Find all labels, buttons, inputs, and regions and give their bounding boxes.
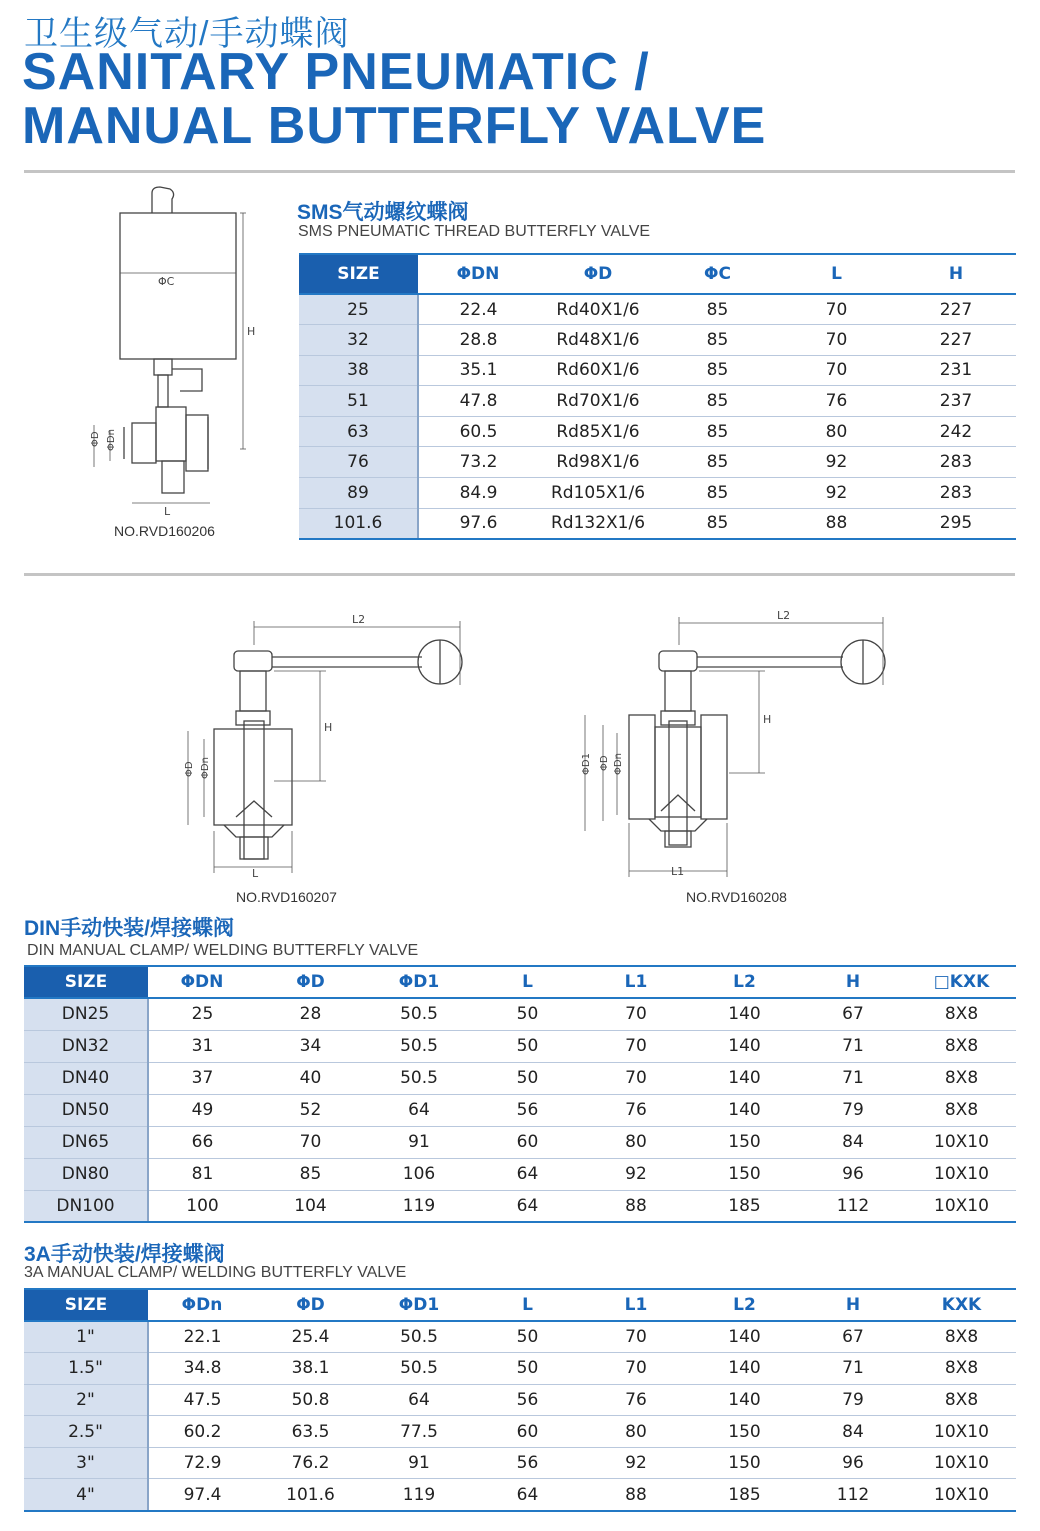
table-cell: 28 (256, 998, 365, 1030)
table-row (24, 1062, 1016, 1094)
table-cell: 112 (799, 1190, 907, 1222)
table-cell: 8X8 (907, 1384, 1016, 1416)
size-cell: DN50 (24, 1094, 148, 1126)
table-cell: 8X8 (907, 1321, 1016, 1353)
table-row (24, 1479, 1016, 1511)
table-cell: Rd60X1/6 (538, 355, 658, 386)
table-cell: 85 (658, 478, 777, 509)
table-cell: 56 (473, 1094, 582, 1126)
column-header: ΦC (658, 254, 777, 294)
table-row (299, 355, 1016, 386)
divider-middle (24, 573, 1015, 576)
3a-title-cn: 3A手动快装/焊接蝶阀 (24, 1243, 225, 1266)
table-cell: 227 (896, 294, 1016, 325)
table-cell: 84.9 (418, 478, 538, 509)
table-cell: Rd98X1/6 (538, 447, 658, 478)
din-label-d: ΦD (184, 761, 195, 777)
table-cell: 50.8 (256, 1384, 365, 1416)
size-cell: 4" (24, 1479, 148, 1511)
table-cell: 60.5 (418, 416, 538, 447)
table-cell: 70 (582, 1321, 690, 1353)
table-cell: 56 (473, 1384, 582, 1416)
din-label-l2: L2 (352, 613, 366, 626)
table-cell: 88 (582, 1190, 690, 1222)
table-cell: 70 (582, 1030, 690, 1062)
din-label-h: H (324, 721, 333, 734)
column-header: SIZE (24, 966, 148, 998)
table-cell: 150 (690, 1158, 799, 1190)
table-cell: 72.9 (148, 1447, 256, 1479)
table-cell: 10X10 (907, 1416, 1016, 1448)
table-cell: 47.8 (418, 386, 538, 417)
table-row (24, 998, 1016, 1030)
table-row (299, 447, 1016, 478)
column-header: KXK (907, 1289, 1016, 1321)
table-cell: Rd48X1/6 (538, 325, 658, 356)
table-cell: 101.6 (256, 1479, 365, 1511)
column-header: ΦDN (418, 254, 538, 294)
table-row (24, 1447, 1016, 1479)
table-header-row (24, 966, 1016, 998)
table-cell: 63.5 (256, 1416, 365, 1448)
table-cell: 79 (799, 1384, 907, 1416)
table-cell: 150 (690, 1126, 799, 1158)
table-cell: 84 (799, 1126, 907, 1158)
table-cell: 70 (582, 1062, 690, 1094)
table-cell: 84 (799, 1416, 907, 1448)
size-cell: 2.5" (24, 1416, 148, 1448)
size-cell: 3" (24, 1447, 148, 1479)
table-cell: 185 (690, 1479, 799, 1511)
table-row (299, 508, 1016, 539)
table-cell: 77.5 (365, 1416, 473, 1448)
table-cell: 8X8 (907, 1094, 1016, 1126)
table-cell: 70 (582, 998, 690, 1030)
column-header: SIZE (24, 1289, 148, 1321)
table-cell: 85 (658, 416, 777, 447)
3a-title-en: 3A MANUAL CLAMP/ WELDING BUTTERFLY VALVE (24, 1264, 407, 1281)
column-header: ΦDN (148, 966, 256, 998)
table-cell: 50 (473, 1030, 582, 1062)
table-row (24, 1030, 1016, 1062)
table-cell: 50 (473, 1321, 582, 1353)
table-cell: 37 (148, 1062, 256, 1094)
sms-valve-drawing (80, 185, 280, 525)
column-header: ΦD (256, 1289, 365, 1321)
table-row (24, 1353, 1016, 1385)
table-cell: 8X8 (907, 1062, 1016, 1094)
3a-drawing-number: NO.RVD160208 (686, 889, 787, 905)
3a-label-d: ΦD (599, 755, 610, 771)
table-cell: 38.1 (256, 1353, 365, 1385)
table-cell: 283 (896, 447, 1016, 478)
table-cell: 50.5 (365, 1321, 473, 1353)
size-cell: DN100 (24, 1190, 148, 1222)
table-cell: 28.8 (418, 325, 538, 356)
3a-label-l1: L1 (671, 865, 685, 878)
table-cell: 22.1 (148, 1321, 256, 1353)
table-cell: Rd105X1/6 (538, 478, 658, 509)
table-cell: Rd70X1/6 (538, 386, 658, 417)
table-cell: 50 (473, 998, 582, 1030)
sms-label-dn: ΦDn (106, 429, 117, 451)
table-cell: 76.2 (256, 1447, 365, 1479)
3a-label-l2: L2 (777, 609, 791, 622)
size-cell: 32 (299, 325, 418, 356)
table-cell: 25 (148, 998, 256, 1030)
table-cell: 140 (690, 1062, 799, 1094)
sms-label-c: ΦC (158, 275, 175, 288)
column-header: H (799, 966, 907, 998)
table-cell: 76 (777, 386, 896, 417)
column-header: L (777, 254, 896, 294)
table-cell: 66 (148, 1126, 256, 1158)
table-row (24, 1158, 1016, 1190)
sms-spec-table (299, 253, 1016, 540)
sms-label-l: L (164, 505, 171, 518)
table-cell: 79 (799, 1094, 907, 1126)
column-header: ΦDn (148, 1289, 256, 1321)
column-header: H (896, 254, 1016, 294)
table-cell: 119 (365, 1190, 473, 1222)
table-cell: 97.4 (148, 1479, 256, 1511)
table-cell: 80 (582, 1416, 690, 1448)
din-title-en: DIN MANUAL CLAMP/ WELDING BUTTERFLY VALVE (27, 942, 419, 959)
table-cell: 231 (896, 355, 1016, 386)
table-cell: 80 (777, 416, 896, 447)
table-cell: 71 (799, 1062, 907, 1094)
table-cell: 119 (365, 1479, 473, 1511)
table-cell: 8X8 (907, 1353, 1016, 1385)
size-cell: 38 (299, 355, 418, 386)
column-header: L1 (582, 966, 690, 998)
table-cell: 71 (799, 1030, 907, 1062)
table-row (299, 325, 1016, 356)
column-header: L (473, 1289, 582, 1321)
size-cell: 51 (299, 386, 418, 417)
table-cell: 70 (777, 325, 896, 356)
column-header: □KXK (907, 966, 1016, 998)
din-drawing-number: NO.RVD160207 (236, 889, 337, 905)
table-row (24, 1416, 1016, 1448)
divider-top (24, 170, 1015, 173)
table-cell: 140 (690, 1094, 799, 1126)
table-cell: 91 (365, 1126, 473, 1158)
size-cell: 1.5" (24, 1353, 148, 1385)
table-cell: 56 (473, 1447, 582, 1479)
table-row (299, 478, 1016, 509)
table-cell: 283 (896, 478, 1016, 509)
table-cell: 96 (799, 1447, 907, 1479)
table-cell: 10X10 (907, 1126, 1016, 1158)
table-cell: 67 (799, 1321, 907, 1353)
table-cell: 22.4 (418, 294, 538, 325)
table-cell: 140 (690, 1030, 799, 1062)
column-header: SIZE (299, 254, 418, 294)
table-cell: 64 (365, 1094, 473, 1126)
table-cell: 73.2 (418, 447, 538, 478)
table-cell: 34 (256, 1030, 365, 1062)
sms-title-cn: SMS气动螺纹蝶阀 (297, 201, 469, 224)
size-cell: 101.6 (299, 508, 418, 539)
table-cell: 227 (896, 325, 1016, 356)
table-cell: 70 (256, 1126, 365, 1158)
table-cell: 50.5 (365, 1030, 473, 1062)
table-cell: 64 (365, 1384, 473, 1416)
column-header: ΦD (538, 254, 658, 294)
table-cell: 70 (777, 355, 896, 386)
table-cell: 50 (473, 1062, 582, 1094)
size-cell: DN80 (24, 1158, 148, 1190)
table-cell: 70 (777, 294, 896, 325)
page-title-en-line1: SANITARY PNEUMATIC / (22, 43, 650, 101)
size-cell: DN40 (24, 1062, 148, 1094)
table-cell: 76 (582, 1094, 690, 1126)
table-cell: 85 (658, 325, 777, 356)
table-cell: 50.5 (365, 998, 473, 1030)
table-cell: 85 (658, 355, 777, 386)
table-cell: 64 (473, 1479, 582, 1511)
page-title-cn: 卫生级气动/手动蝶阀 (24, 15, 350, 53)
table-cell: 8X8 (907, 998, 1016, 1030)
table-cell: 85 (658, 508, 777, 539)
table-cell: 85 (658, 294, 777, 325)
table-cell: 34.8 (148, 1353, 256, 1385)
table-cell: 31 (148, 1030, 256, 1062)
table-cell: 185 (690, 1190, 799, 1222)
table-cell: 295 (896, 508, 1016, 539)
table-cell: 8X8 (907, 1030, 1016, 1062)
table-cell: 10X10 (907, 1158, 1016, 1190)
3a-spec-table (24, 1288, 1016, 1512)
table-cell: Rd40X1/6 (538, 294, 658, 325)
size-cell: DN65 (24, 1126, 148, 1158)
table-cell: Rd132X1/6 (538, 508, 658, 539)
3a-label-dn: ΦDn (613, 753, 624, 775)
table-cell: 88 (777, 508, 896, 539)
table-cell: 10X10 (907, 1447, 1016, 1479)
table-cell: 25.4 (256, 1321, 365, 1353)
size-cell: 63 (299, 416, 418, 447)
table-row (24, 1190, 1016, 1222)
column-header: L2 (690, 966, 799, 998)
table-cell: 64 (473, 1190, 582, 1222)
size-cell: 2" (24, 1384, 148, 1416)
table-cell: 97.6 (418, 508, 538, 539)
table-cell: 85 (658, 386, 777, 417)
table-cell: 104 (256, 1190, 365, 1222)
table-cell: 85 (658, 447, 777, 478)
column-header: H (799, 1289, 907, 1321)
3a-label-h: H (763, 713, 772, 726)
sms-label-d: ΦD (90, 431, 101, 447)
table-cell: 92 (582, 1447, 690, 1479)
table-cell: 60 (473, 1126, 582, 1158)
size-cell: DN32 (24, 1030, 148, 1062)
table-cell: 242 (896, 416, 1016, 447)
sms-drawing-number: NO.RVD160206 (114, 523, 215, 539)
table-row (24, 1094, 1016, 1126)
size-cell: 76 (299, 447, 418, 478)
table-row (24, 1126, 1016, 1158)
page-title-en-line2: MANUAL BUTTERFLY VALVE (22, 97, 767, 155)
size-cell: 89 (299, 478, 418, 509)
table-cell: 106 (365, 1158, 473, 1190)
table-cell: 88 (582, 1479, 690, 1511)
table-cell: 50 (473, 1353, 582, 1385)
table-cell: 76 (582, 1384, 690, 1416)
table-cell: 112 (799, 1479, 907, 1511)
table-cell: 150 (690, 1447, 799, 1479)
table-cell: 150 (690, 1416, 799, 1448)
table-cell: 85 (256, 1158, 365, 1190)
table-row (299, 416, 1016, 447)
table-cell: 96 (799, 1158, 907, 1190)
table-cell: 40 (256, 1062, 365, 1094)
table-cell: 81 (148, 1158, 256, 1190)
table-cell: 35.1 (418, 355, 538, 386)
table-cell: 140 (690, 1384, 799, 1416)
size-cell: DN25 (24, 998, 148, 1030)
column-header: ΦD1 (365, 966, 473, 998)
size-cell: 1" (24, 1321, 148, 1353)
table-cell: 60.2 (148, 1416, 256, 1448)
table-cell: 140 (690, 998, 799, 1030)
column-header: L1 (582, 1289, 690, 1321)
din-spec-table (24, 965, 1016, 1223)
3a-clamp-valve-drawing (565, 605, 895, 885)
table-cell: 140 (690, 1321, 799, 1353)
table-cell: 71 (799, 1353, 907, 1385)
table-cell: 92 (777, 447, 896, 478)
table-cell: 100 (148, 1190, 256, 1222)
table-header-row (24, 1289, 1016, 1321)
din-title-cn: DIN手动快装/焊接蝶阀 (24, 917, 234, 940)
table-cell: 237 (896, 386, 1016, 417)
table-cell: 50.5 (365, 1353, 473, 1385)
table-row (24, 1384, 1016, 1416)
table-cell: 49 (148, 1094, 256, 1126)
3a-label-d1: ΦD1 (581, 753, 592, 775)
table-cell: 92 (582, 1158, 690, 1190)
din-clamp-valve-drawing (170, 605, 480, 885)
table-header-row (299, 254, 1016, 294)
sms-label-h: H (247, 325, 256, 338)
table-cell: 70 (582, 1353, 690, 1385)
column-header: L2 (690, 1289, 799, 1321)
table-cell: 10X10 (907, 1190, 1016, 1222)
table-cell: 140 (690, 1353, 799, 1385)
table-cell: 80 (582, 1126, 690, 1158)
din-label-l: L (252, 867, 259, 880)
column-header: ΦD (256, 966, 365, 998)
table-cell: 64 (473, 1158, 582, 1190)
table-cell: Rd85X1/6 (538, 416, 658, 447)
table-cell: 10X10 (907, 1479, 1016, 1511)
table-cell: 92 (777, 478, 896, 509)
table-row (24, 1321, 1016, 1353)
table-row (299, 386, 1016, 417)
table-cell: 91 (365, 1447, 473, 1479)
table-cell: 50.5 (365, 1062, 473, 1094)
table-cell: 47.5 (148, 1384, 256, 1416)
din-label-dn: ΦDn (200, 757, 211, 779)
table-cell: 52 (256, 1094, 365, 1126)
column-header: L (473, 966, 582, 998)
sms-title-en: SMS PNEUMATIC THREAD BUTTERFLY VALVE (298, 223, 651, 240)
table-cell: 67 (799, 998, 907, 1030)
column-header: ΦD1 (365, 1289, 473, 1321)
table-row (299, 294, 1016, 325)
table-cell: 60 (473, 1416, 582, 1448)
size-cell: 25 (299, 294, 418, 325)
